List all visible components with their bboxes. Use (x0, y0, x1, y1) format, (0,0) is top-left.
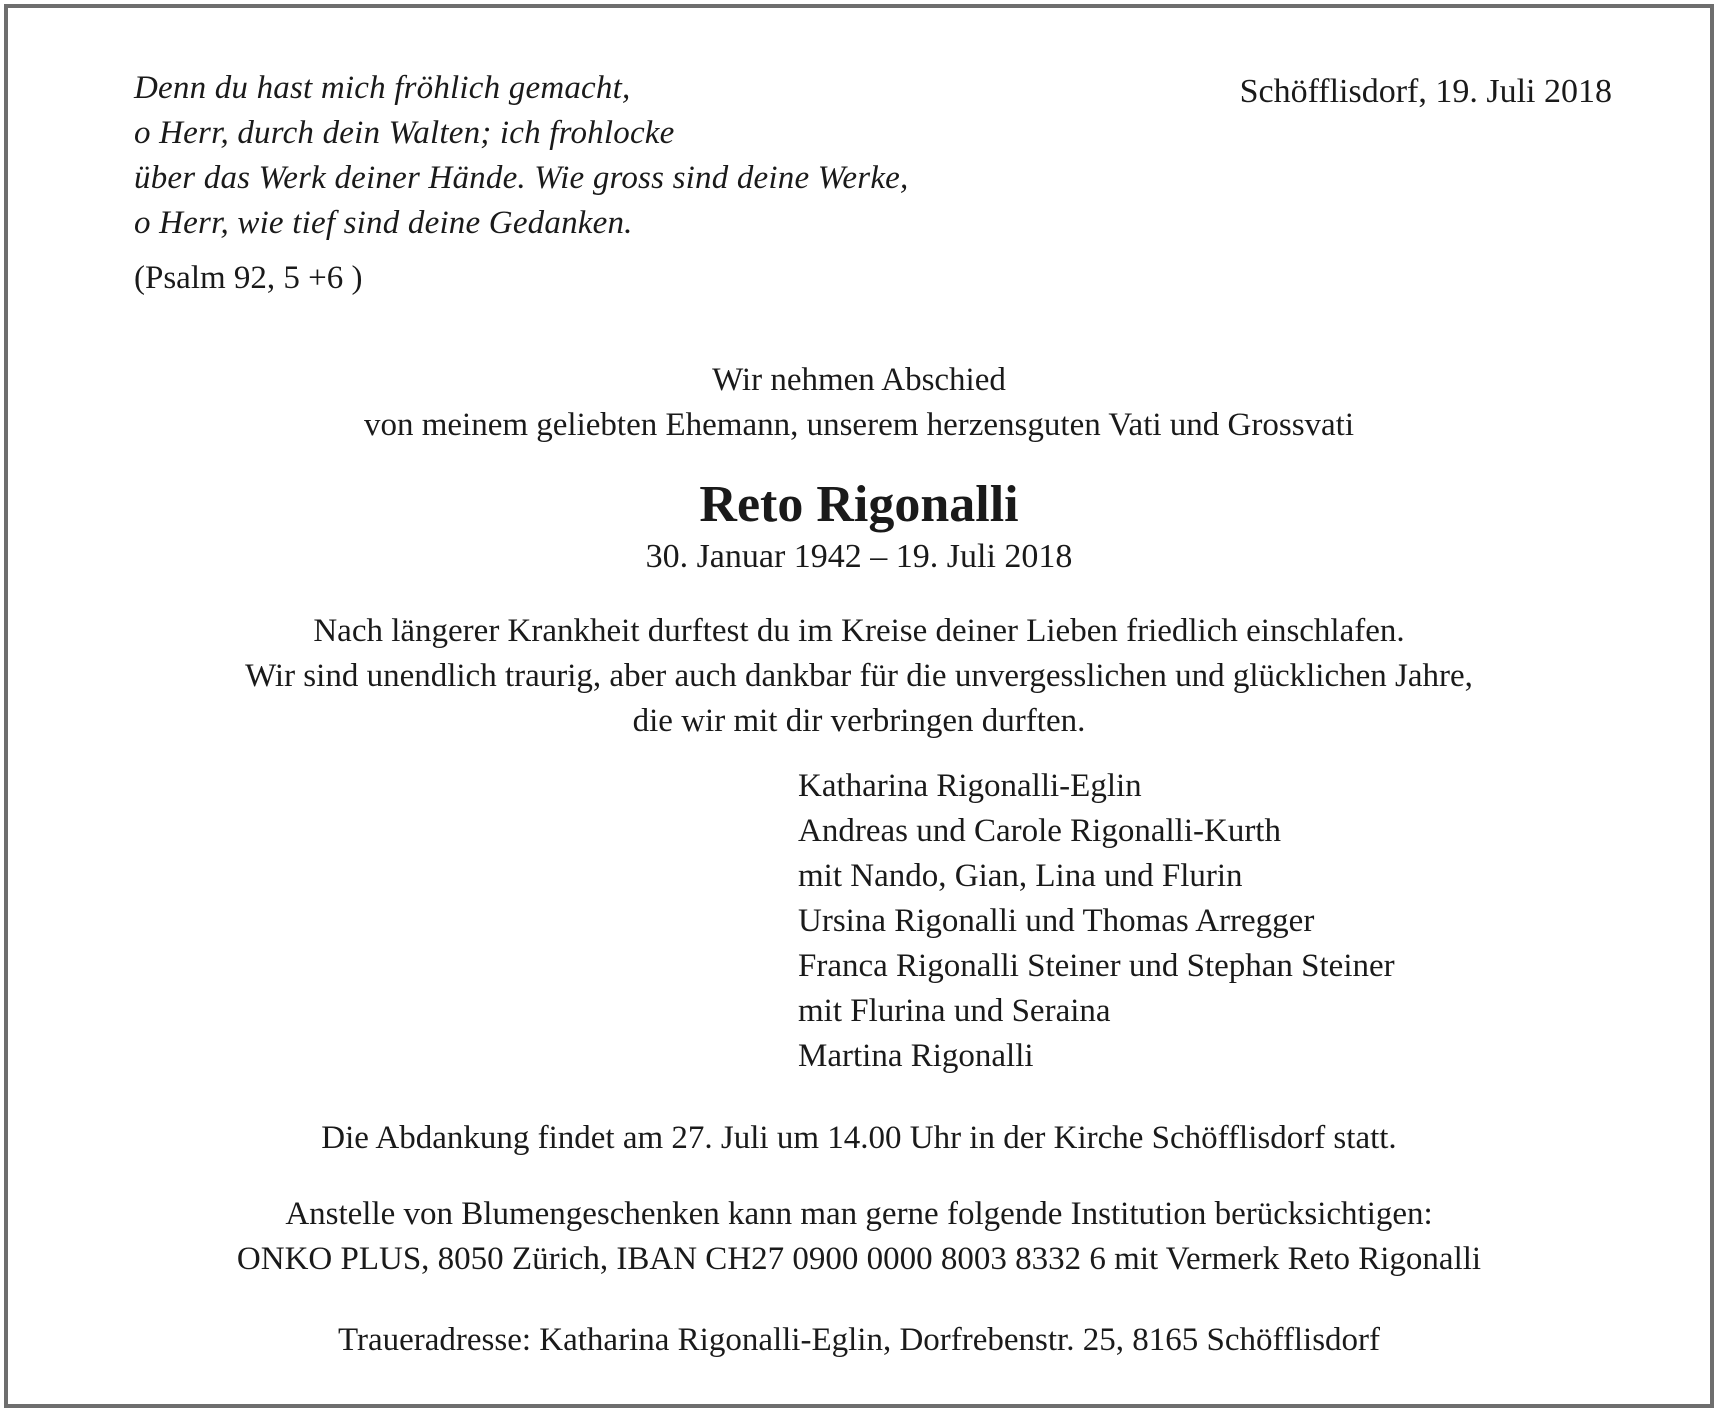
life-dates: 30. Januar 1942 – 19. Juli 2018 (645, 538, 1073, 575)
message-line-3: die wir mit dir verbringen durften. (632, 703, 1086, 739)
mourner-line: Katharina Rigonalli-Eglin (798, 768, 1142, 804)
intro-line-2: von meinem geliebten Ehemann, unserem herzensguten Vati und Grossvati (363, 407, 1355, 443)
place-and-date: Schöfflisdorf, 19. Juli 2018 (1239, 73, 1612, 110)
message-line-2: Wir sind unendlich traurig, aber auch dankbar für die unvergesslichen und glücklichen Jahre, (245, 658, 1473, 694)
mourner-line: Franca Rigonalli Steiner und Stephan Steiner (798, 948, 1395, 984)
mourner-line: Andreas und Carole Rigonalli-Kurth (798, 813, 1281, 849)
intro-line-1: Wir nehmen Abschied (712, 362, 1006, 398)
address-line: Traueradresse: Katharina Rigonalli-Eglin, Dorfrebenstr. 25, 8165 Schöfflisdorf (337, 1322, 1381, 1358)
mourner-line: Ursina Rigonalli und Thomas Arregger (798, 903, 1315, 939)
farewell-message (8, 609, 1710, 744)
mourner-line: mit Flurina und Seraina (798, 993, 1111, 1029)
verse-line-3: über das Werk deiner Hände. Wie gross sind deine Werke, (134, 160, 909, 196)
verse-line-1: Denn du hast mich fröhlich gemacht, (134, 70, 631, 106)
farewell-intro (8, 358, 1710, 448)
donation-note (8, 1192, 1710, 1282)
verse-reference: (Psalm 92, 5 +6 ) (134, 260, 363, 296)
donation-line-1: Anstelle von Blumengeschenken kann man gerne folgende Institution berücksichtigen: (285, 1196, 1433, 1232)
donation-line-2: ONKO PLUS, 8050 Zürich, IBAN CH27 0900 0000 8003 8332 6 mit Vermerk Reto Rigonalli (236, 1241, 1482, 1277)
obituary-notice-frame (4, 4, 1714, 1408)
verse-line-4: o Herr, wie tief sind deine Gedanken. (134, 205, 633, 241)
mourners-list (798, 764, 1395, 1079)
verse-line-2: o Herr, durch dein Walten; ich frohlocke (134, 115, 675, 151)
service-announcement (8, 1116, 1710, 1161)
mourning-address (8, 1318, 1710, 1363)
deceased-name: Reto Rigonalli (699, 476, 1019, 533)
message-line-1: Nach längerer Krankheit durftest du im Kreise deiner Lieben friedlich einschlafen. (313, 613, 1405, 649)
mourner-line: Martina Rigonalli (798, 1038, 1034, 1074)
psalm-verse (134, 66, 1034, 301)
mourner-line: mit Nando, Gian, Lina und Flurin (798, 858, 1243, 894)
service-line: Die Abdankung findet am 27. Juli um 14.00 Uhr in der Kirche Schöfflisdorf statt. (321, 1120, 1397, 1156)
